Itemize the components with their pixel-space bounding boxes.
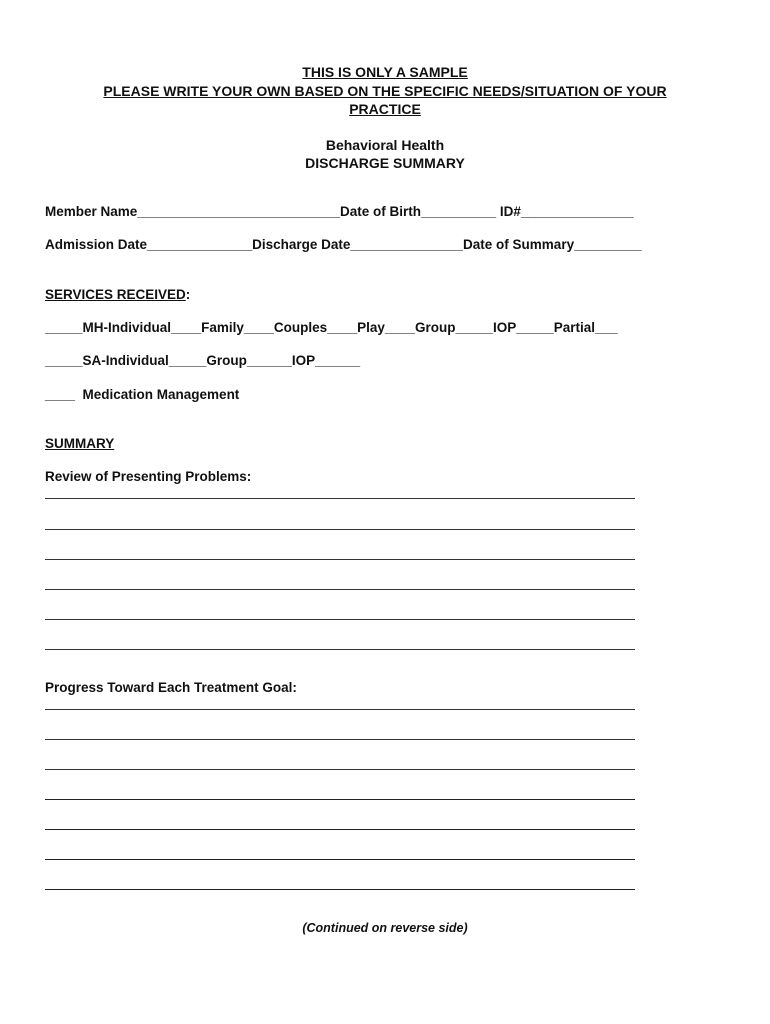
- summary-heading: SUMMARY: [45, 436, 115, 451]
- services-mh-row: _____MH-Individual____Family____Couples____Play____Group_____IOP_____Partial___: [45, 320, 618, 335]
- progress-line[interactable]: [45, 739, 635, 740]
- review-line[interactable]: [45, 498, 635, 499]
- sample-notice-line2: PLEASE WRITE YOUR OWN BASED ON THE SPECIFIC NEEDS/SITUATION OF YOUR: [103, 83, 667, 99]
- services-heading-text: SERVICES RECEIVED: [45, 287, 186, 302]
- review-line[interactable]: [45, 619, 635, 620]
- progress-line[interactable]: [45, 889, 635, 890]
- form-title-line2: DISCHARGE SUMMARY: [305, 155, 465, 171]
- services-heading-colon: :: [185, 287, 191, 302]
- dates-row: Admission Date______________Discharge Date_______________Date of Summary_________: [45, 237, 642, 252]
- progress-line[interactable]: [45, 769, 635, 770]
- review-line[interactable]: [45, 559, 635, 560]
- progress-line[interactable]: [45, 799, 635, 800]
- progress-treatment-goal-label: Progress Toward Each Treatment Goal:: [45, 680, 297, 695]
- progress-line[interactable]: [45, 859, 635, 860]
- sample-notice-line1: THIS IS ONLY A SAMPLE: [302, 64, 468, 80]
- continued-note: (Continued on reverse side): [302, 921, 468, 935]
- services-received-heading: [45, 287, 190, 302]
- services-sa-row: _____SA-Individual_____Group______IOP______: [45, 353, 361, 368]
- review-line[interactable]: [45, 529, 635, 530]
- progress-line[interactable]: [45, 829, 635, 830]
- services-medication-row: ____ Medication Management: [45, 387, 240, 402]
- progress-line[interactable]: [45, 709, 635, 710]
- review-presenting-problems-label: Review of Presenting Problems:: [45, 469, 252, 484]
- review-line[interactable]: [45, 649, 635, 650]
- member-info-row: Member Name___________________________Date of Birth__________ ID#_______________: [45, 204, 634, 219]
- review-line[interactable]: [45, 589, 635, 590]
- sample-notice-line3: PRACTICE: [349, 101, 421, 117]
- form-title-line1: Behavioral Health: [325, 137, 445, 153]
